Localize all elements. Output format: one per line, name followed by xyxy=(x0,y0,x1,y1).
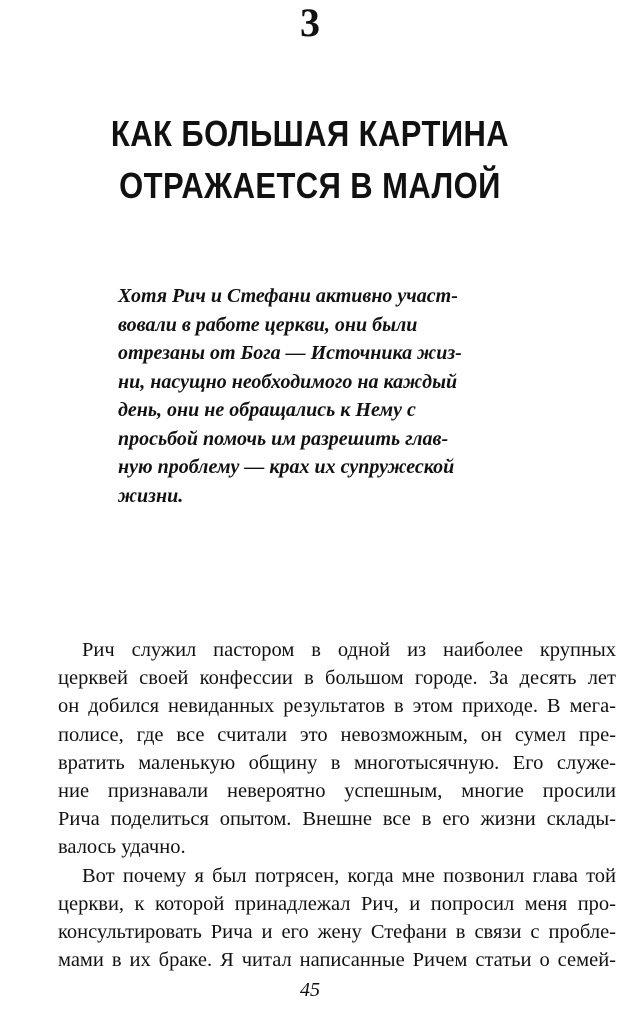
body-line: церкви, к которой принадлежал Рич, и попросил меня про- xyxy=(58,892,616,915)
epigraph-line: просьбой помочь им разрешить глав- xyxy=(118,427,449,450)
epigraph-line: ни, насущно необходимого на каждый xyxy=(118,370,458,393)
epigraph-line: ную проблему — крах их супружеской xyxy=(118,456,455,478)
chapter-title-line: ОТРАЖАЕТСЯ В МАЛОЙ xyxy=(119,165,501,206)
epigraph-line: жизни. xyxy=(118,484,184,507)
body-line: Вот почему я был потрясен, когда мне позвонил глава той xyxy=(82,864,616,887)
epigraph-line: вовали в работе церкви, они были xyxy=(118,313,418,336)
epigraph-line: отрезаны от Бога — Источника жиз- xyxy=(118,342,462,364)
body-line: полисе, где все считали это невозможным, он сумел пре- xyxy=(58,723,616,746)
chapter-title xyxy=(78,108,542,212)
body-line: вратить маленькую общину в многотысячную. Его служе- xyxy=(58,751,616,774)
chapter-number: 3 xyxy=(300,0,320,45)
epigraph-line: Хотя Рич и Стефани активно участ- xyxy=(118,285,458,307)
chapter-title-line: КАК БОЛЬШАЯ КАРТИНА xyxy=(110,113,510,154)
body-line: мами в их браке. Я читал написанные Ричем статьи о семей- xyxy=(58,949,616,972)
body-line: валось удачно. xyxy=(58,836,186,859)
page-number: 45 xyxy=(300,979,320,1001)
body-line: консультировать Рича и его жену Стефани в связи с пробле- xyxy=(58,921,616,944)
body-line: церквей своей конфессии в большом городе. За десять лет xyxy=(58,667,616,690)
body-line: Рича поделиться опытом. Внешне все в его жизни склады- xyxy=(58,808,616,831)
epigraph xyxy=(118,282,518,510)
body-line: Рич служил пастором в одной из наиболее крупных xyxy=(82,639,616,661)
body-line: ние признавали невероятно успешным, многие просили xyxy=(58,780,616,803)
body-text xyxy=(58,636,616,974)
body-line: он добился невиданных результатов в этом приходе. В мега- xyxy=(58,695,616,718)
epigraph-line: день, они не обращались к Нему с xyxy=(118,399,416,421)
